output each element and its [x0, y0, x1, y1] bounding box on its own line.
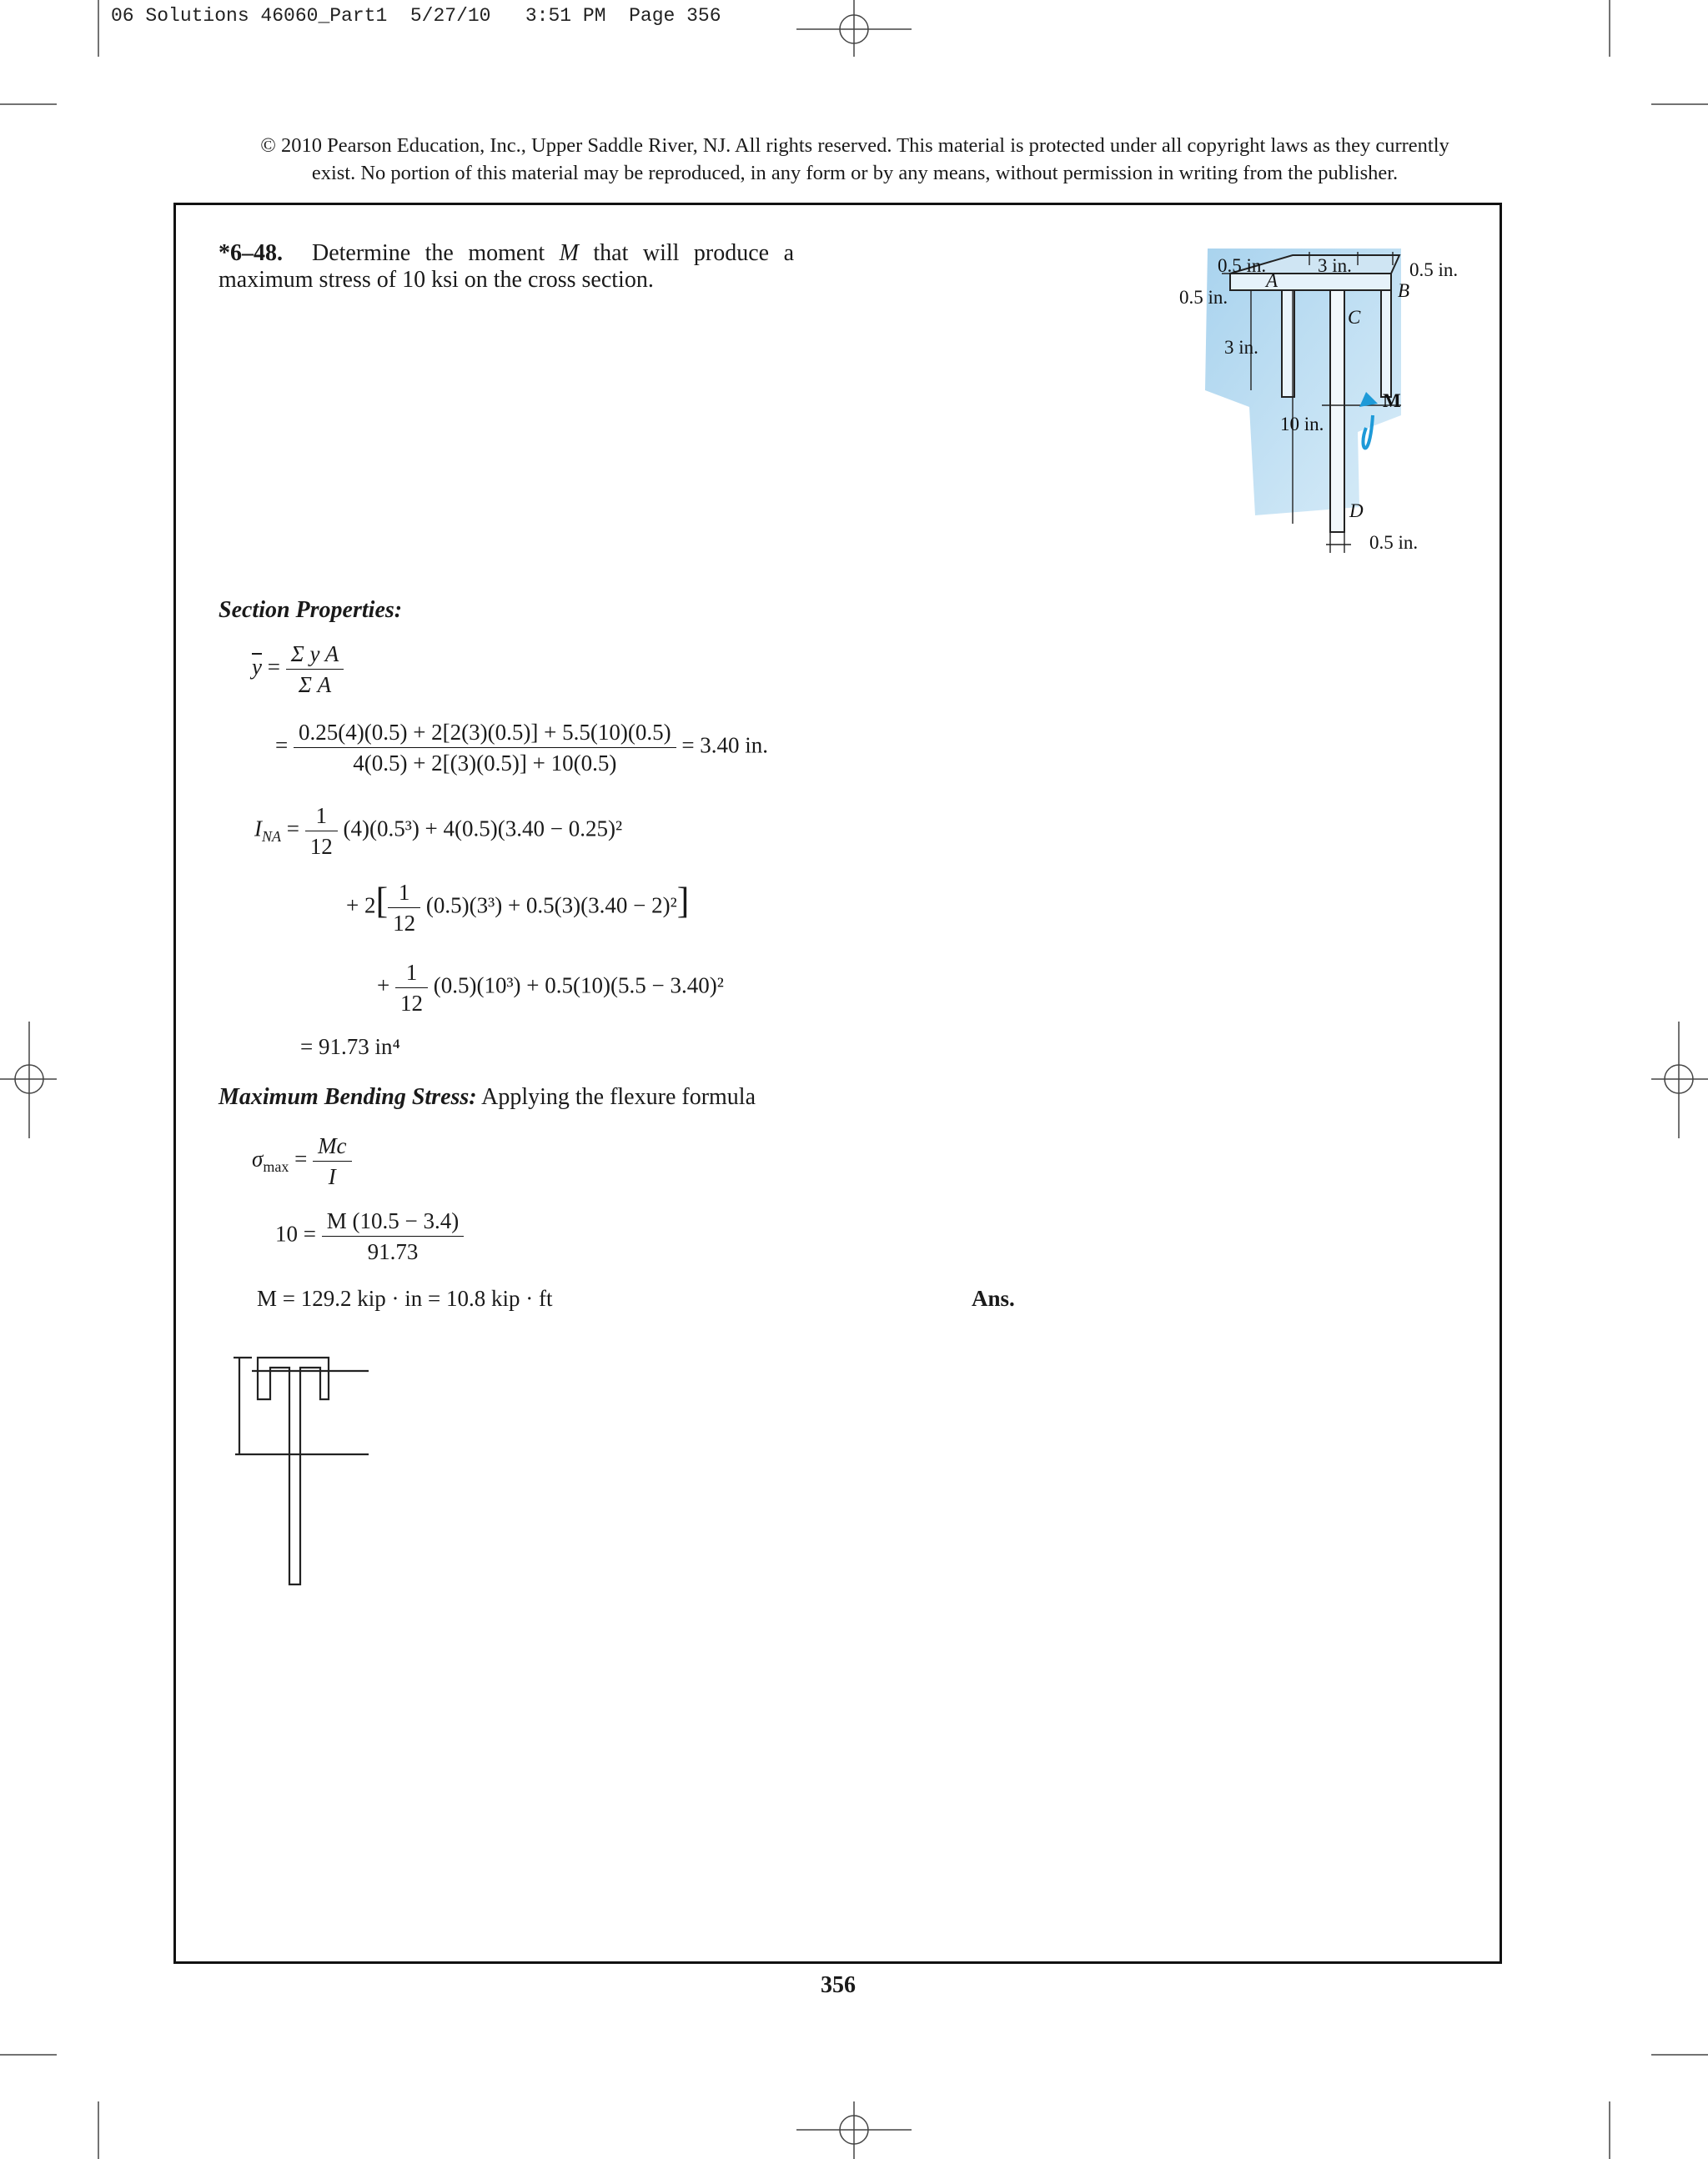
ybar-numerator: Σ y A: [286, 639, 344, 670]
figure-dim-bottom: 0.5 in.: [1369, 532, 1419, 553]
ybar-calculation: = $\frac{0.25(4)(0.5) + 2[2(3)(0.5)] + 5.5(10)(0.5)}{4(0.5) + 2[(3)(0.5)] + 10(0.5)}$ = 3.40 in.: [275, 717, 768, 778]
figure-dim-web: 10 in.: [1280, 414, 1324, 434]
figure-label-b: B: [1398, 280, 1410, 301]
copyright-line-2: exist. No portion of this material may be reproduced, in any form or by any means, without permission in writing from the publisher.: [311, 162, 1399, 184]
ina-result: = 91.73 in⁴: [300, 1034, 400, 1059]
figure-dim-top-left: 0.5 in.: [1218, 255, 1267, 276]
answer-label: Ans.: [972, 1286, 1015, 1311]
figure-label-d: D: [1349, 500, 1364, 521]
t-section-figure: [1151, 240, 1484, 565]
figure-label-a: A: [1266, 270, 1278, 291]
copyright-line-1: © 2010 Pearson Education, Inc., Upper Saddle River, NJ. All rights reserved. This material is protected under all copyright laws as they currently: [260, 134, 1449, 157]
problem-text-a: Determine the moment: [311, 240, 560, 266]
ina-term-1-text: (4)(0.5³) + 4(0.5)(3.40 − 0.25)²: [343, 816, 623, 841]
ybar-denominator-values: 4(0.5) + 2[(3)(0.5)] + 10(0.5): [353, 751, 617, 776]
ina-term-2-text: (0.5)(3³) + 0.5(3)(3.40 − 2)²: [425, 892, 677, 918]
stress-heading-rest: Applying the flexure formula: [476, 1084, 756, 1110]
figure-label-c: C: [1348, 307, 1361, 328]
problem-text-b: that will produce a maximum stress of 10 ksi on the cross section.: [219, 240, 795, 293]
ybar-denominator: Σ A: [298, 672, 332, 697]
stress-value-label: 10 =: [275, 1221, 316, 1247]
ybar-numerator-values: 0.25(4)(0.5) + 2[2(3)(0.5)] + 5.5(10)(0.5): [294, 717, 676, 748]
ina-term-2: + 2[ $\frac{1}{12}$ (0.5)(3³) + 0.5(3)(3.40 − 2)²]: [346, 877, 689, 938]
flexure-formula: $\sigma_{max}$ = $\frac{Mc}{I}$: [252, 1131, 352, 1192]
moment-result: M = 129.2 kip · in = 10.8 kip · ft: [257, 1286, 553, 1311]
copyright-notice: [167, 132, 1543, 187]
substitution-denominator: 91.73: [367, 1239, 419, 1264]
neutral-axis-sketch: [219, 1351, 385, 1593]
substitution-numerator: M (10.5 − 3.4): [322, 1206, 464, 1237]
problem-statement: [219, 240, 794, 294]
figure-dim-top-mid: 3 in.: [1318, 255, 1352, 276]
ina-term-1: $I_{NA}$ = $\frac{1}{12}$ (4)(0.5³) + 4(0.5)(3.40 − 0.25)²: [254, 801, 622, 861]
ybar-result: = 3.40 in.: [681, 732, 769, 758]
ina-term-3-text: (0.5)(10³) + 0.5(10)(5.5 − 3.40)²: [433, 972, 724, 998]
figure-dim-left: 0.5 in.: [1179, 287, 1228, 308]
flexure-denominator: I: [328, 1164, 336, 1189]
stress-heading-line: [219, 1084, 756, 1111]
problem-symbol: M: [559, 240, 579, 266]
ina-term-3: + $\frac{1}{12}$ (0.5)(10³) + 0.5(10)(5.5 − 3.40)²: [377, 957, 724, 1018]
page-number: 356: [821, 1972, 856, 1998]
ybar-definition: $\overline{y}$ = $\frac{\text{Σ y A}}{\text{Σ A}}$: [252, 639, 344, 700]
print-slug: 06 Solutions 46060_Part1 5/27/10 3:51 PM Page 356: [111, 5, 721, 27]
stress-heading: Maximum Bending Stress:: [219, 1084, 477, 1110]
problem-number: *6–48.: [219, 240, 283, 266]
figure-label-m: M: [1383, 390, 1401, 411]
flexure-numerator: Mc: [313, 1131, 351, 1162]
figure-dim-top-right: 0.5 in.: [1409, 259, 1459, 280]
flexure-substitution: [275, 1206, 464, 1267]
section-properties-heading: Section Properties:: [219, 597, 403, 623]
figure-dim-leg: 3 in.: [1224, 337, 1258, 358]
